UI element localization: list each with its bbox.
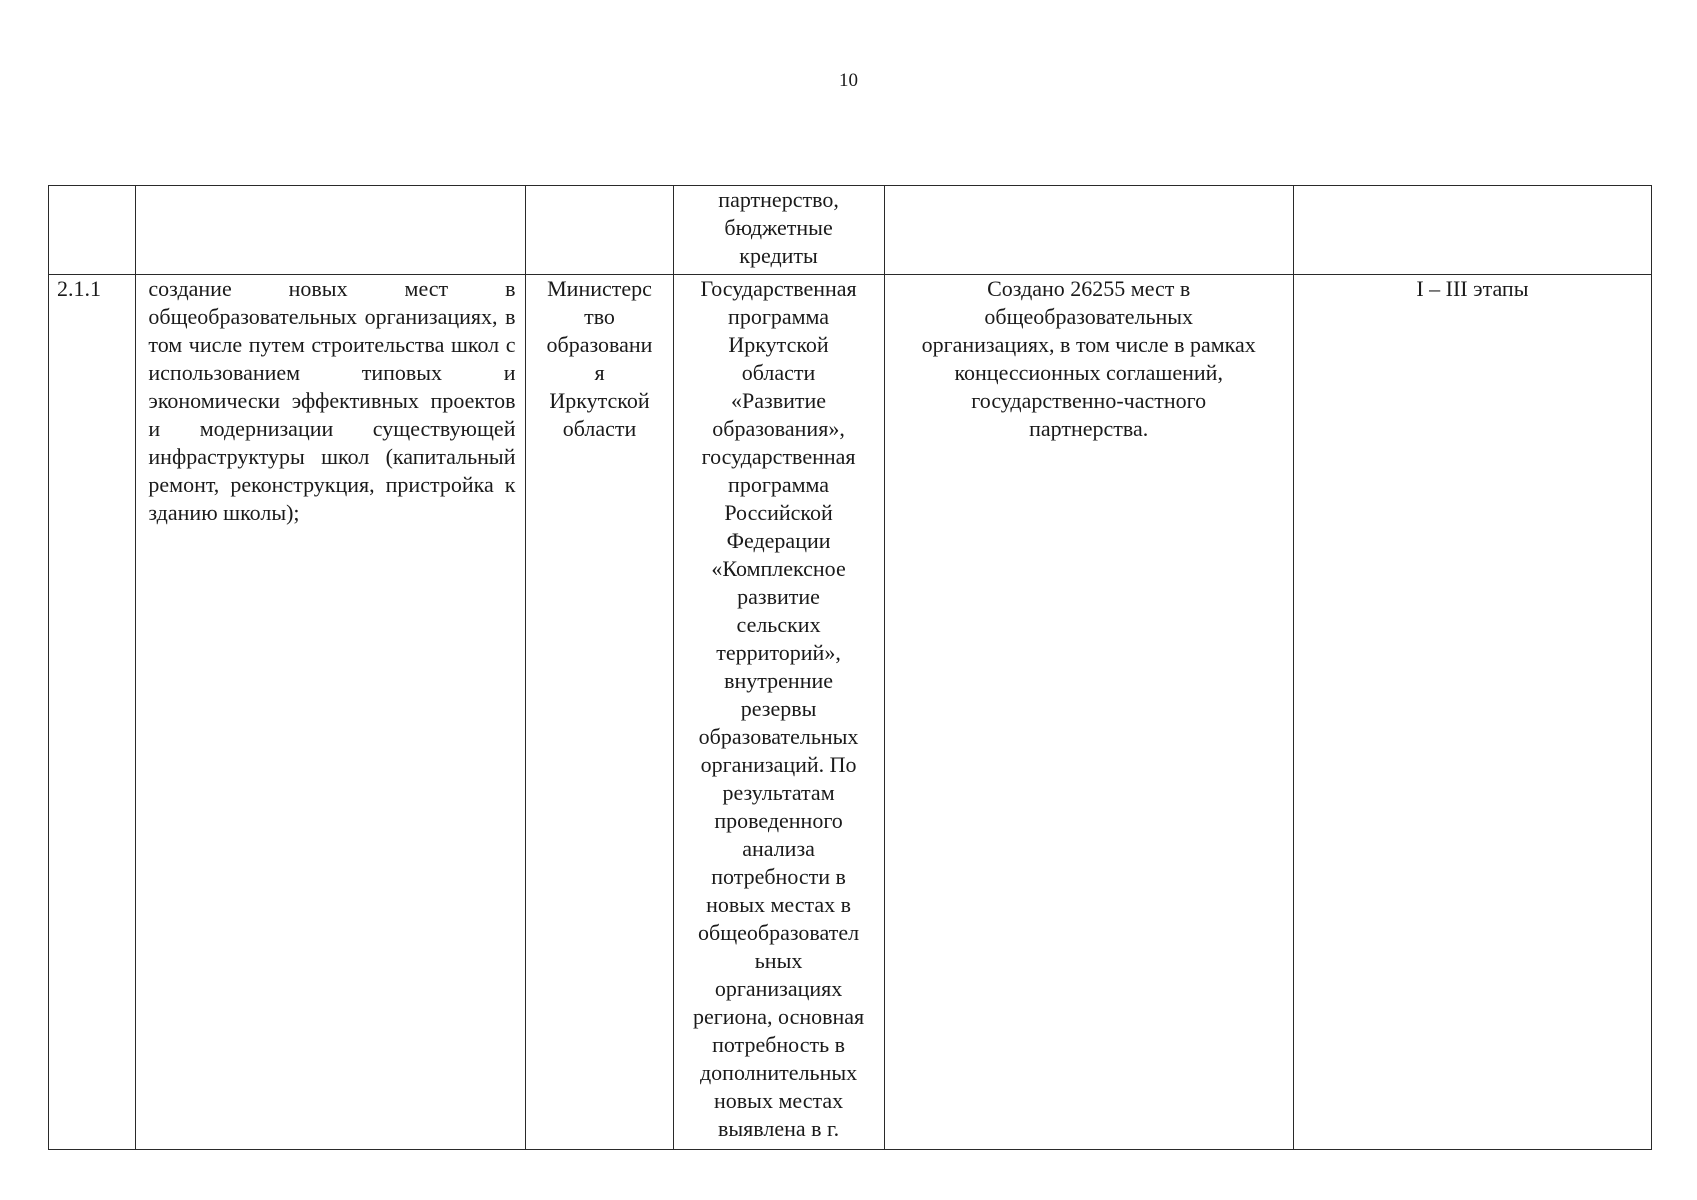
cell-number [49, 186, 136, 275]
activity-text: создание новых мест в общеобразовательных организациях, в том числе путем строительства школ с использованием типовых и экономически эффективных проектов и модернизации существующей инфраструктуры школ (капитальный ремонт, реконструкция, пристройка к зданию школы); [148, 276, 516, 525]
source-line: образования», [712, 416, 845, 441]
cell-activity [136, 275, 526, 1150]
source-line: сельских [736, 612, 821, 637]
responsible-line: я [594, 360, 605, 385]
source-line: новых местах в [706, 892, 852, 917]
responsible-line: области [562, 416, 637, 441]
source-line: территорий», [716, 640, 841, 665]
page-number: 10 [839, 70, 858, 91]
result-line: организациях, в том числе в рамках [921, 332, 1256, 357]
responsible-line: образовани [546, 332, 653, 357]
source-line: Федерации [726, 528, 831, 553]
responsible-line: Иркутской [549, 388, 650, 413]
source-line: образовательных [698, 724, 859, 749]
source-line: партнерство, [718, 187, 839, 212]
responsible-line: Министерс [547, 276, 652, 301]
cell-result [884, 186, 1293, 275]
result-line: партнерства. [1029, 416, 1149, 441]
cell-term: I – III этапы [1293, 275, 1651, 1150]
source-line: государственная [701, 444, 856, 469]
source-line: региона, основная [692, 1004, 865, 1029]
result-line: концессионных соглашений, [954, 360, 1223, 385]
result-line: общеобразовательных [984, 304, 1194, 329]
source-line: программа [728, 304, 830, 329]
cell-source [673, 275, 884, 1150]
source-line: Иркутской [728, 332, 829, 357]
source-line: программа [728, 472, 830, 497]
source-line: потребность в [712, 1032, 846, 1057]
source-line: дополнительных [699, 1060, 858, 1085]
source-line: выявлена в г. [718, 1116, 840, 1141]
source-line: проведенного [714, 808, 843, 833]
source-line: развитие [737, 584, 820, 609]
source-line: потребности в [711, 864, 846, 889]
source-line: Российской [724, 500, 833, 525]
source-line: Государственная [700, 276, 857, 301]
result-line: Создано 26255 мест в [987, 276, 1191, 301]
cell-responsible [526, 186, 673, 275]
cell-responsible [526, 275, 673, 1150]
cell-result [884, 275, 1293, 1150]
cell-number: 2.1.1 [49, 275, 136, 1150]
cell-term [1293, 186, 1651, 275]
source-line: «Комплексное [711, 556, 846, 581]
table-row-continuation [49, 186, 1652, 275]
source-line: общеобразовател [698, 920, 860, 945]
source-line: организациях [714, 976, 843, 1001]
responsible-line: тво [584, 304, 615, 329]
source-line: внутренние [724, 668, 834, 693]
measures-table [48, 185, 1652, 1150]
table-row [49, 275, 1652, 1150]
source-line: резервы [740, 696, 817, 721]
source-line: анализа [742, 836, 815, 861]
source-line: результатам [722, 780, 835, 805]
source-line: «Развитие [731, 388, 827, 413]
source-line: бюджетные [724, 215, 833, 240]
source-line: кредиты [739, 243, 818, 268]
source-line: области [741, 360, 816, 385]
source-line: организаций. По [700, 752, 857, 777]
source-line: новых местах [714, 1088, 844, 1113]
cell-activity [136, 186, 526, 275]
cell-source [673, 186, 884, 275]
source-line: ьных [754, 948, 803, 973]
result-line: государственно-частного [971, 388, 1207, 413]
